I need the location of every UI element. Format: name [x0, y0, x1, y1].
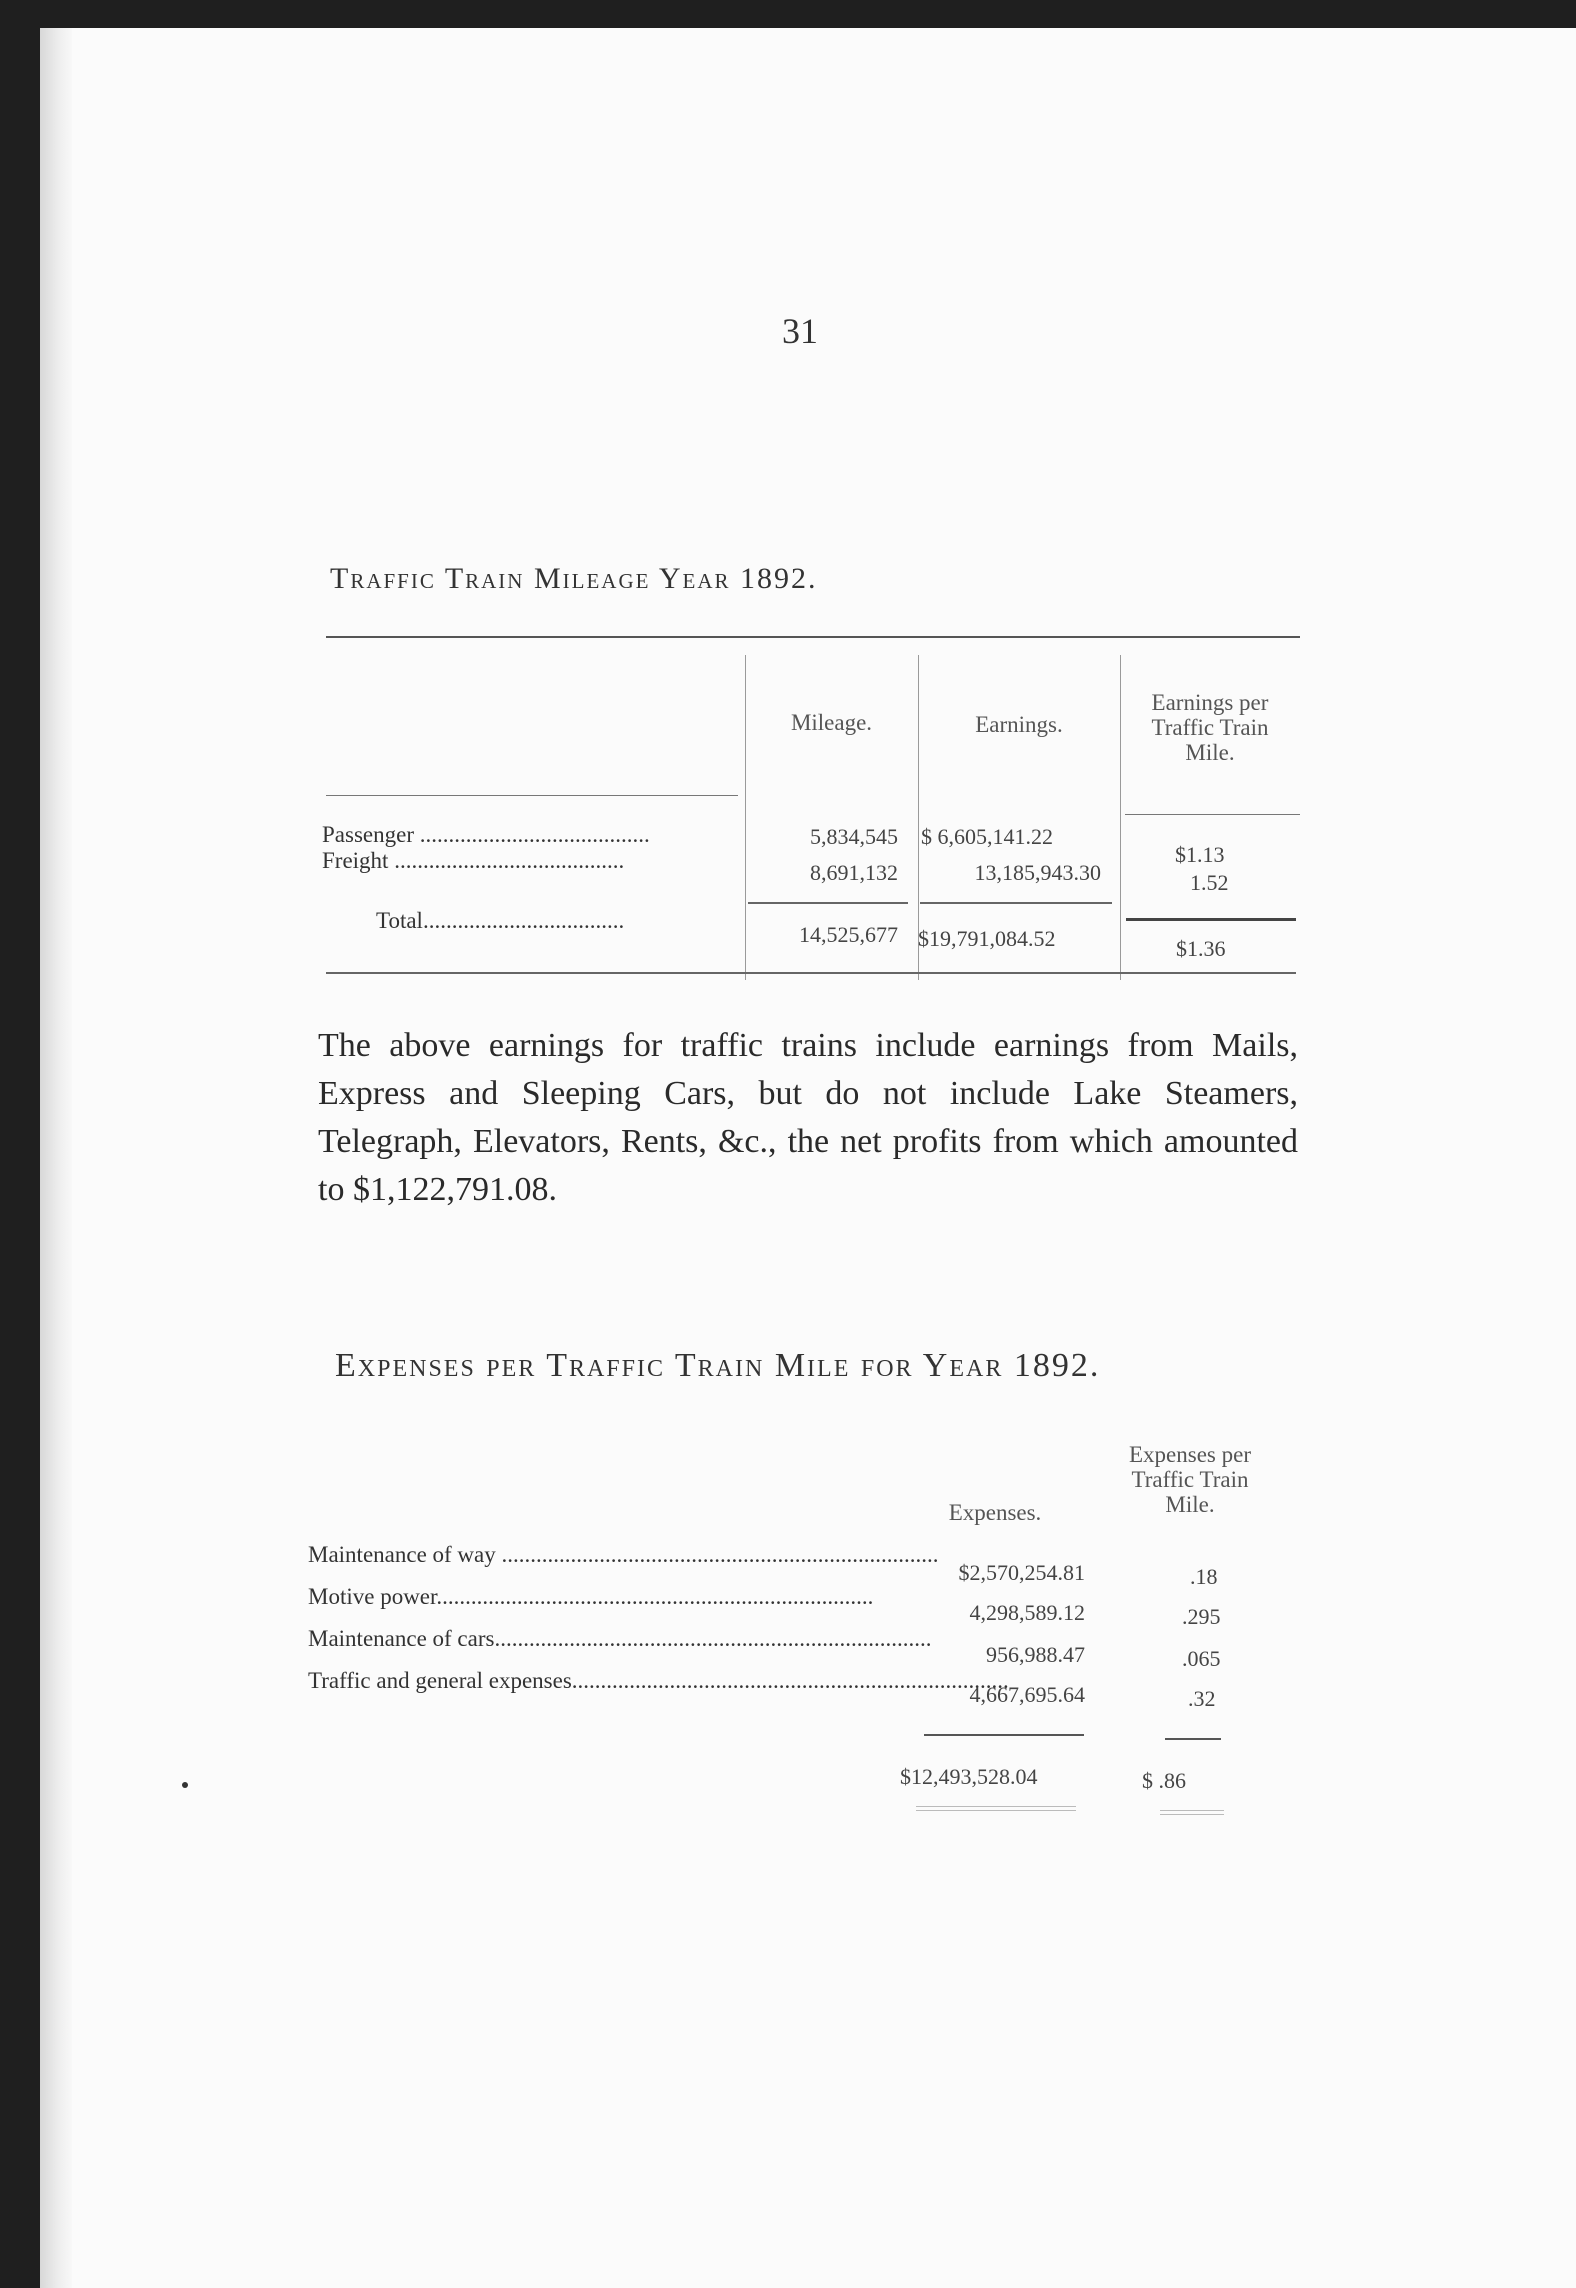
table-row-label: Passenger ........................................: [322, 822, 650, 847]
per-mile-total: $ .86: [1142, 1768, 1186, 1793]
expenses-sum-rule: [924, 1734, 1084, 1736]
double-rule: [916, 1806, 1076, 1807]
table-cell: 1.52: [1190, 870, 1229, 895]
table-cell: $1.13: [1175, 842, 1225, 867]
total-per-mile: $1.36: [1176, 936, 1226, 961]
mileage-table-title: Traffic Train Mileage Year 1892.: [330, 562, 818, 595]
subtotal-rule: [920, 902, 1112, 904]
page-spine: [40, 28, 72, 2288]
expense-per-mile-cell: .295: [1182, 1604, 1221, 1629]
table-cell: $ 6,605,141.22: [921, 824, 1053, 849]
total-row-label: Total...................................: [376, 908, 625, 933]
subtotal-rule: [1126, 918, 1296, 921]
expense-row-label: Traffic and general expenses............................................................................: [308, 1668, 1009, 1693]
expense-cell: 4,298,589.12: [969, 1600, 1085, 1625]
expense-per-mile-cell: .32: [1188, 1686, 1216, 1711]
total-mileage: 14,525,677: [799, 922, 898, 947]
expenses-total: $12,493,528.04: [900, 1764, 1038, 1789]
page-number: 31: [782, 311, 818, 351]
expense-per-mile-cell: .065: [1182, 1646, 1221, 1671]
expense-row-label: Motive power............................................................................: [308, 1584, 874, 1609]
mileage-header: Mileage.: [790, 710, 873, 735]
expense-row-label: Maintenance of way ............................................................................: [308, 1542, 939, 1567]
header-rule-right: [1125, 814, 1300, 815]
expense-row-label: Maintenance of cars............................................................................: [308, 1626, 932, 1651]
body-paragraph: The above earnings for traffic trains include earnings from Mails, Express and Sleeping Cars, but do not include Lake Steamers, Telegraph, Elevators, Rents, &c., the net profits from which amounted to $1,122,791.08.: [318, 1027, 1298, 1208]
mileage-col-divider: [745, 655, 746, 980]
table-cell: 13,185,943.30: [974, 860, 1101, 885]
table-cell: 8,691,132: [810, 860, 898, 885]
expenses-table-title: Expenses per Traffic Train Mile for Year 1892.: [335, 1347, 1101, 1384]
subtotal-rule: [748, 902, 908, 904]
expense-cell: 4,667,695.64: [969, 1682, 1085, 1707]
double-rule: [1160, 1810, 1224, 1811]
table-cell: 5,834,545: [810, 824, 898, 849]
header-rule-left: [326, 795, 738, 796]
mileage-table-top-rule: [326, 636, 1300, 638]
ink-speck: [182, 1782, 188, 1788]
mileage-table-bottom-rule: [326, 972, 1296, 974]
earnings-header: Earnings.: [975, 712, 1063, 737]
expense-cell: 956,988.47: [986, 1642, 1085, 1667]
double-rule: [916, 1810, 1076, 1811]
double-rule: [1160, 1814, 1224, 1815]
per-mile-header: Earnings per Traffic Train Mile.: [1151, 690, 1269, 765]
expenses-header: Expenses.: [948, 1500, 1042, 1525]
per-mile-sum-rule: [1165, 1738, 1221, 1740]
expense-per-mile-cell: .18: [1190, 1564, 1218, 1589]
total-earnings: $19,791,084.52: [918, 926, 1056, 951]
expenses-per-mile-header: Expenses per Traffic Train Mile.: [1129, 1442, 1251, 1517]
table-row-label: Freight ........................................: [322, 848, 625, 873]
expense-cell: $2,570,254.81: [958, 1560, 1085, 1585]
